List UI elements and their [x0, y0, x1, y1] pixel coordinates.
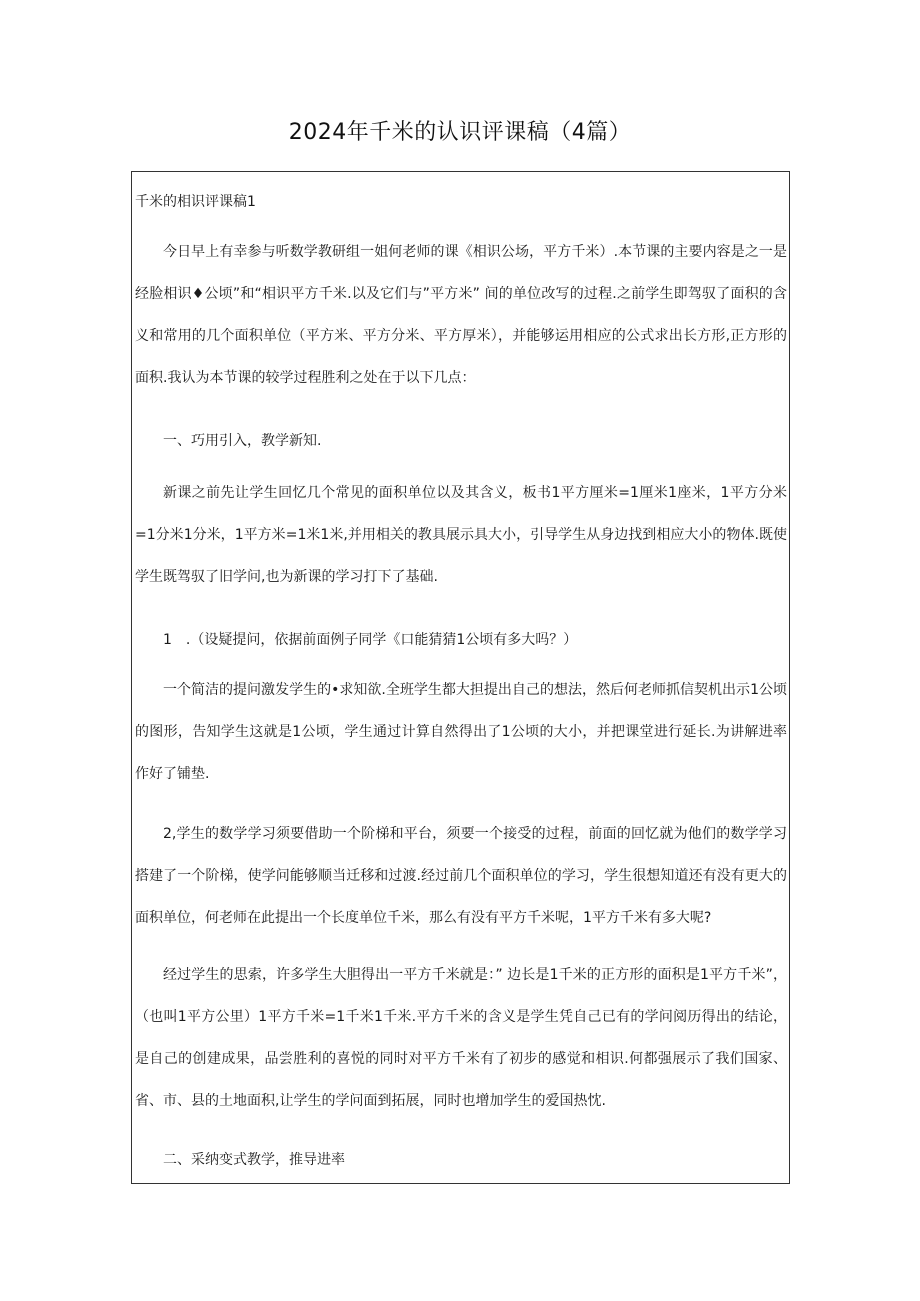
paragraph-heading-two: 二、采纳变式教学，推导进率 — [163, 1152, 345, 1168]
section-heading: 千米的相识评课稿1 — [135, 194, 256, 210]
paragraph-review: 新课之前先让学生回忆几个常见的面积单位以及其含义，板书1平方厘米=1厘米1座米，1平方分米=1分米1分米，1平方米=1米1米,并用相关的教具展示具大小，引导学生从身边找到相应大小的物体.既使学生既驾驭了旧学问,也为新课的学习打下了基础. — [135, 485, 787, 585]
paragraph-thinking: 经过学生的思索，许多学生大胆得出一平方千米就是：” 边长是1千米的正方形的面积是1平方千米”，（也叫1平方公里）1平方千米=1千米1千米.平方千米的含义是学生凭自己已有的学问阅历得出的结论，是自己的创建成果，品尝胜利的喜悦的同时对平方千米有了初步的感觉和相识.何都强展示了我们国家、省、市、县的土地面积,让学生的学问面到拓展，同时也增加学生的爱国热忱. — [135, 967, 787, 1109]
paragraph-heading-one: 一、巧用引入，教学新知. — [163, 433, 322, 449]
content-frame — [131, 171, 790, 1184]
paragraph-point-two: 2,学生的数学学习须要借助一个阶梯和平台，须要一个接受的过程，前面的回忆就为他们的数学学习搭建了一个阶梯，使学问能够顺当迁移和过渡.经过前几个面积单位的学习，学生很想知道还有没有更大的面积单位，何老师在此提出一个长度单位千米，那么有没有平方千米呢，1平方千米有多大呢? — [135, 826, 787, 926]
paragraph-intro: 今日早上有幸参与听数学教研组一姐何老师的课《相识公场，平方千米）.本节课的主要内容是之一是经脸相识♦公顷”和“相识平方千米.以及它们与”平方米” 间的单位改写的过程.之前学生即驾驭了面积的含义和常用的几个面积单位（平方米、平方分米、平方厚米），并能够运用相应的公式求出长方形,正方形的面积.我认为本节课的较学过程胜利之处在于以下几点： — [135, 244, 787, 386]
paragraph-question: 一个简洁的提问激发学生的•求知欲.全班学生都大担提出自己的想法，然后何老师抓信契机出示1公顷的图形，告知学生这就是1公顷，学生通过计算自然得出了1公顷的大小，并把课堂进行延长.为讲解进率作好了铺垫. — [135, 682, 787, 782]
document-title: 2024年千米的认识评课稿（4篇） — [288, 120, 632, 145]
paragraph-point-one: 1 .（设疑提问，依据前面例子同学《口能猜猜1公顷有多大吗？） — [163, 632, 578, 648]
